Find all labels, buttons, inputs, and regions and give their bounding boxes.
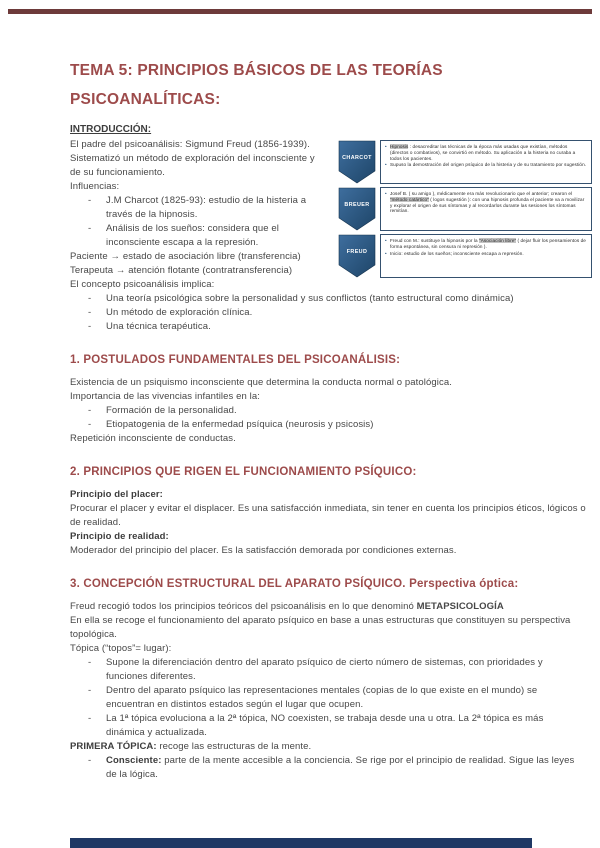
page-title: TEMA 5: PRINCIPIOS BÁSICOS DE LAS TEORÍAS PSICOANALÍTICAS: — [70, 62, 443, 108]
list-item-text: Formación de la personalidad. — [106, 405, 237, 416]
list-item-text: Un método de exploración clínica. — [106, 307, 253, 318]
concepto-label: El concepto psicoanálisis implica: — [70, 279, 215, 290]
section-1 — [70, 351, 592, 446]
section-1-heading: 1. POSTULADOS FUNDAMENTALES DEL PSICOANÁLISIS: — [70, 354, 401, 366]
intro-flow — [70, 138, 592, 334]
topica-label: Tópica (“topos”= lugar): — [70, 643, 172, 654]
bullet-text: Josef B. ( su amigo ), médicamente era más revolucionario que el anterior; crearon el — [390, 191, 573, 196]
terapeuta-line: Terapeuta → atención flotante (contratransferencia) — [70, 265, 293, 276]
list-item — [70, 222, 582, 250]
intro-heading: INTRODUCCIÓN: — [70, 124, 152, 135]
diagram-step-label: CHARCOT — [342, 155, 372, 161]
section-1-paragraph: Importancia de las vivencias infantiles en la: — [70, 391, 260, 402]
list-item-text: parte de la mente accesible a la conciencia. Se rige por el principio de realidad. Sigue las leyes de la lógica. — [106, 755, 575, 780]
bullet-text: Inicio: estudio de los sueños; inconsciente escapa a represión. — [390, 250, 524, 256]
document-content — [70, 56, 592, 782]
highlighted-text: “método catártico” — [390, 196, 429, 202]
diagram-bullet — [385, 144, 587, 161]
list-item — [70, 754, 582, 782]
diagram-step-label: BREUER — [344, 202, 370, 208]
section-2-heading: 2. PRINCIPIOS QUE RIGEN EL FUNCIONAMIENTO PSÍQUICO: — [70, 466, 417, 478]
list-item — [70, 292, 582, 306]
highlighted-text: Hipnosis — [390, 144, 409, 149]
paciente-line: Paciente → estado de asociación libre (transferencia) — [70, 251, 301, 262]
realidad-text: Moderador del principio del placer. Es la satisfacción demorada por condiciones externas. — [70, 545, 457, 556]
metapsicologia-bold: METAPSICOLOGÍA — [416, 601, 504, 612]
section-3-paragraph: En ella se recoge el funcionamiento del aparato psíquico en base a unas estructuras que constituyen su perspectiva topológica. — [70, 615, 571, 640]
diagram-textbox — [380, 140, 592, 184]
diagram-step-label: FREUD — [346, 249, 368, 255]
list-item-text: Análisis de los sueños: considera que el inconsciente escapa a la represión. — [106, 223, 279, 248]
list-item-text: Dentro del aparato psíquico las representaciones mentales (copias de lo que existe en el mundo) se encuentran en distintos estados según el lugar que ocupen. — [106, 685, 538, 710]
influences-label: Influencias: — [70, 181, 120, 192]
list-item-text: Supone la diferenciación dentro del aparato psíquico de cierto número de sistemas, con prioridades y funciones diferentes. — [106, 657, 543, 682]
primera-topica-label: PRIMERA TÓPICA: — [70, 741, 157, 752]
list-item — [70, 712, 582, 740]
consciente-label: Consciente: — [106, 755, 162, 766]
diagram-row-charcot — [338, 140, 592, 184]
list-item-text: J.M Charcot (1825-93): estudio de la histeria a través de la hipnosis. — [106, 195, 307, 220]
page-top-edge-strip — [8, 9, 592, 14]
section-3 — [70, 575, 592, 782]
list-item — [70, 656, 582, 684]
metapsicologia-line — [70, 600, 592, 614]
list-item-text: Una teoría psicológica sobre la personalidad y sus conflictos (tanto estructural como dinámica) — [106, 293, 514, 304]
list-item-text: Etiopatogenia de la enfermedad psíquica (neurosis y psicosis) — [106, 419, 374, 430]
section-1-paragraph: Existencia de un psiquismo inconsciente que determina la conducta normal o patológica. — [70, 377, 452, 388]
list-item — [70, 194, 585, 222]
intro-paragraph: El padre del psicoanálisis: Sigmund Freud (1856-1939). Sistematizó un método de exploración del inconsciente y de su funcionamiento. — [70, 139, 315, 178]
paragraph-text: recoge las estructuras de la mente. — [156, 741, 312, 752]
section-2 — [70, 463, 592, 558]
list-item — [70, 418, 582, 432]
list-item — [70, 306, 582, 320]
list-item — [70, 404, 582, 418]
diagram-bullet — [385, 251, 587, 257]
bullet-text: Freud con M.: sustituye la hipnosis por la — [390, 238, 480, 243]
list-item-text: La 1ª tópica evoluciona a la 2ª tópica, NO coexisten, se trabaja desde una u otra. La 2ª tópica es más dinámica y actualizada. — [106, 713, 544, 738]
bullet-text: ( logos sugestión ): con una hipnosis profunda el paciente va a movilizar y explorar el origen de sus síntomas y al recordarlos durante las sesiones los síntomas remitían. — [390, 196, 585, 214]
diagram-bullet — [385, 162, 587, 168]
highlighted-text: “Asociación libre” — [479, 238, 517, 243]
section-1-paragraph: Repetición inconsciente de conductas. — [70, 433, 236, 444]
primera-topica-line — [70, 740, 592, 754]
bullet-text: : desacreditar las técnicas de la época más usadas que existían, métodos (directos o combativos), se convirtió en método. Su aplicación a la histeria no curaba a todos los pacientes. — [390, 144, 576, 161]
chevron-down-icon — [338, 140, 376, 184]
placer-label: Principio del placer: — [70, 489, 163, 500]
paragraph-text: Freud recogió todos los principios teóricos del psicoanálisis en lo que denominó — [70, 601, 417, 612]
intro-section — [70, 124, 592, 334]
realidad-label: Principio de realidad: — [70, 531, 169, 542]
list-item — [70, 320, 582, 334]
section-3-heading: 3. CONCEPCIÓN ESTRUCTURAL DEL APARATO PSÍQUICO. Perspectiva óptica: — [70, 578, 519, 590]
list-item-text: Una técnica terapéutica. — [106, 321, 211, 332]
bullet-text: Supuso la demostración del origen psíquico de la histeria y de su tratamiento por sugestión. — [390, 162, 587, 168]
bullet-text: ( dejar fluir los pensamientos de forma espontánea, sin censura ni represión ). — [390, 238, 586, 249]
list-item — [70, 684, 582, 712]
placer-text: Procurar el placer y evitar el displacer. Es una satisfacción inmediata, sin tener en cuenta los principios éticos, lógicos o de realidad. — [70, 503, 586, 528]
next-image-top-strip — [70, 838, 532, 848]
